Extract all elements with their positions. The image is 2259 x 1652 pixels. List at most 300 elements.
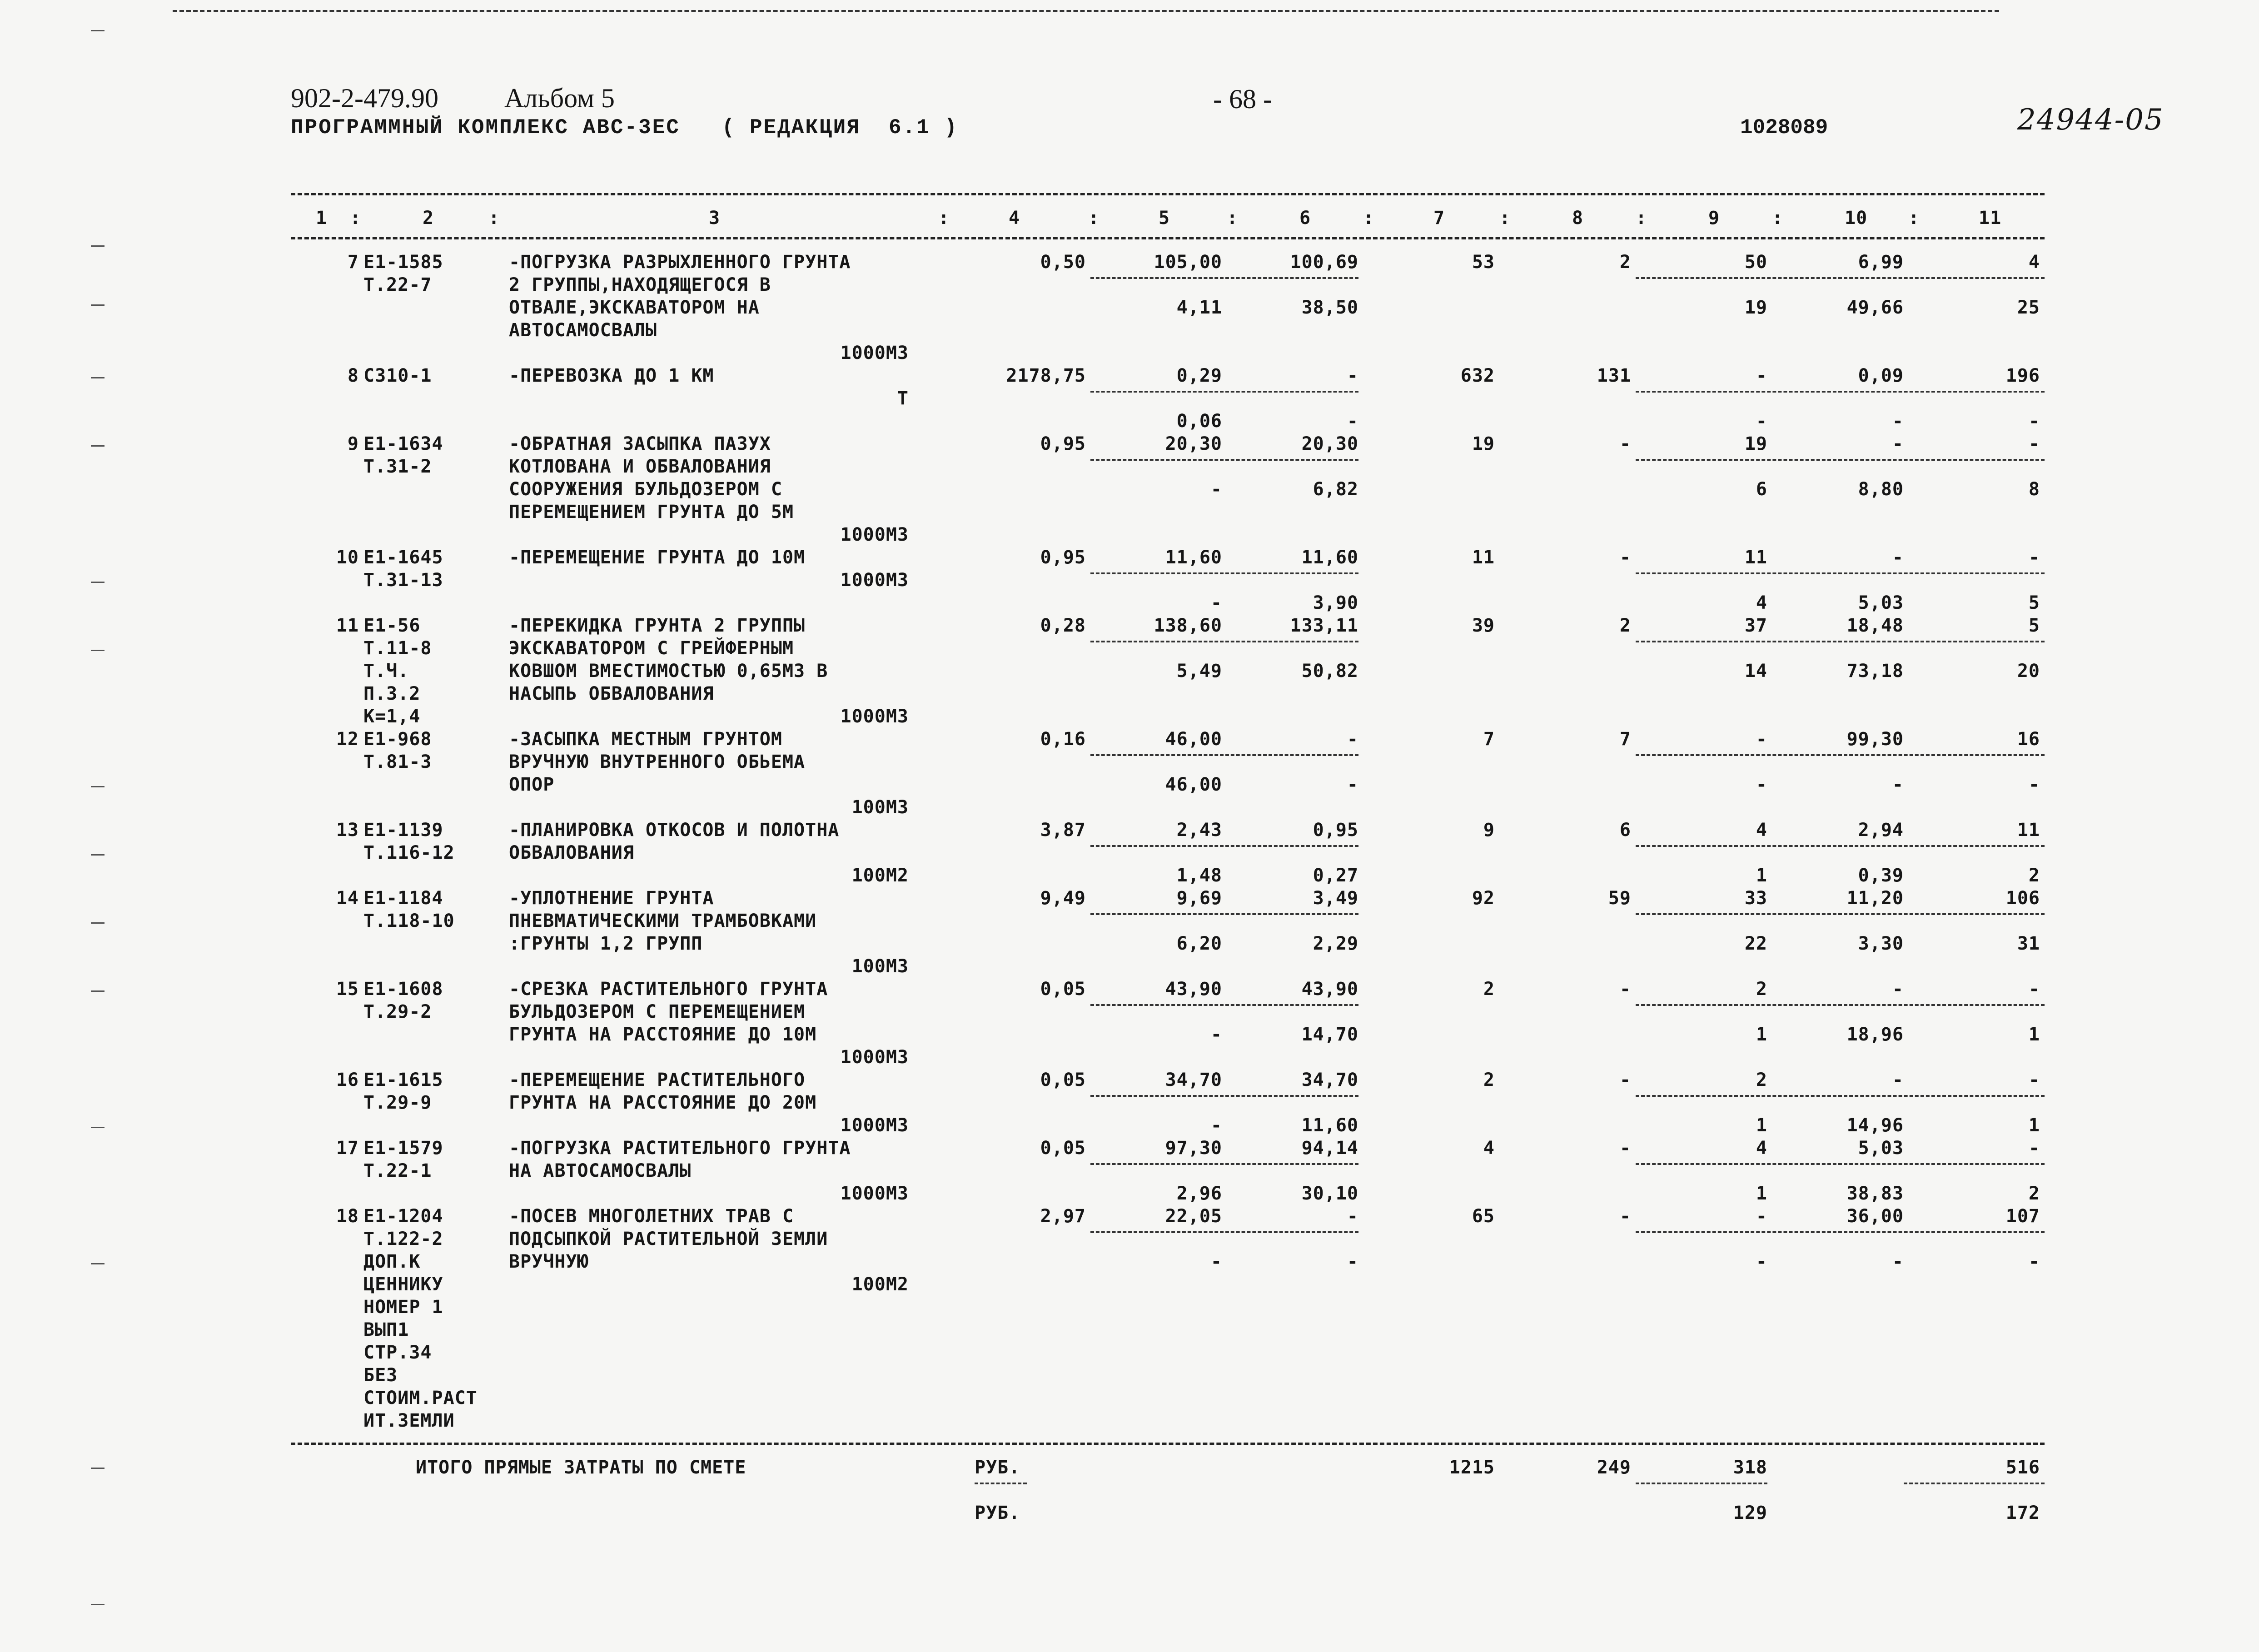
- item-number: 11: [336, 615, 359, 636]
- column-header-4: 4: [1009, 208, 1020, 229]
- totals-machines: 318: [1733, 1457, 1767, 1478]
- totals-rule: [291, 1443, 2045, 1445]
- labour-machinists-total: 8: [2028, 479, 2040, 500]
- column-header-1: 1: [316, 208, 328, 229]
- cost-machine-wages: -: [1756, 774, 1767, 795]
- unit-cost-total: 105,00: [1154, 252, 1222, 273]
- quantity-value: 9,49: [1040, 888, 1086, 909]
- totals-subrule-mid: [1636, 1483, 1767, 1484]
- column-divider: :: [350, 208, 362, 229]
- labour-total: 196: [2005, 365, 2040, 386]
- quantity-value: 2178,75: [1006, 365, 1086, 386]
- labour-machinists-total: -: [2028, 774, 2040, 795]
- work-description: -ПЕРЕМЕЩЕНИЕ РАСТИТЕЛЬНОГО: [509, 1070, 806, 1090]
- cost-wages: -: [1619, 1206, 1631, 1227]
- subrow-rule-left: [1090, 277, 1358, 279]
- unit-of-measure: 1000М3: [840, 1115, 909, 1136]
- cost-machines: -: [1756, 1206, 1767, 1227]
- labour-machinists-unit: 5,03: [1858, 592, 1904, 613]
- item-number: 15: [336, 979, 359, 1000]
- work-description: 2 ГРУППЫ,НАХОДЯЩЕГОСЯ В: [509, 274, 771, 295]
- rate-code: Е1-1579: [363, 1138, 443, 1159]
- unit-cost-machines: 3,49: [1313, 888, 1358, 909]
- cost-machines: 33: [1744, 888, 1767, 909]
- work-description: ПОДСЫПКОЙ РАСТИТЕЛЬНОЙ ЗЕМЛИ: [509, 1229, 828, 1249]
- unit-cost-wages: -: [1210, 479, 1222, 500]
- unit-cost-wages: 46,00: [1165, 774, 1222, 795]
- unit-cost-machine-wages: 38,50: [1301, 297, 1358, 318]
- work-description: -ПЕРЕМЕЩЕНИЕ ГРУНТА ДО 10М: [509, 547, 806, 568]
- unit-cost-machines: -: [1347, 1206, 1358, 1227]
- page-number: - 68 -: [1213, 84, 1272, 114]
- unit-cost-machines: 94,14: [1301, 1138, 1358, 1159]
- work-description: КОТЛОВАНА И ОБВАЛОВАНИЯ: [509, 456, 771, 477]
- rate-code: Т.22-7: [363, 274, 432, 295]
- rate-code: Т.116-12: [363, 842, 455, 863]
- subrow-rule-right: [1636, 459, 2045, 461]
- unit-cost-wages: 6,20: [1176, 933, 1222, 954]
- quantity-value: 0,05: [1040, 1070, 1086, 1090]
- labour-total: -: [2028, 1138, 2040, 1159]
- rate-code: Т.81-3: [363, 751, 432, 772]
- rate-code: СТОИМ.РАСТ: [363, 1388, 478, 1408]
- rate-code: Т.29-2: [363, 1001, 432, 1022]
- subrow-rule-right: [1636, 845, 2045, 847]
- work-description: -ПЕРЕВОЗКА ДО 1 КМ: [509, 365, 714, 386]
- rate-code: Е1-1184: [363, 888, 443, 909]
- unit-of-measure: 1000М3: [840, 706, 909, 727]
- unit-cost-machine-wages: 6,82: [1313, 479, 1358, 500]
- unit-of-measure: 1000М3: [840, 1183, 909, 1204]
- unit-cost-machine-wages: 11,60: [1301, 1115, 1358, 1136]
- subrow-rule-left: [1090, 391, 1358, 393]
- subrow-rule-left: [1090, 1004, 1358, 1006]
- subrow-rule-left: [1090, 913, 1358, 915]
- totals-machine-wages: 129: [1733, 1503, 1767, 1523]
- header-rule-top: [291, 193, 2045, 195]
- work-description: -ЗАСЫПКА МЕСТНЫМ ГРУНТОМ: [509, 729, 782, 750]
- unit-cost-wages: -: [1210, 1251, 1222, 1272]
- subrow-rule-left: [1090, 572, 1358, 574]
- cost-wages: 7: [1619, 729, 1631, 750]
- cost-machine-wages: 4: [1756, 592, 1767, 613]
- labour-per-unit: 11,20: [1846, 888, 1904, 909]
- rate-code: Т.22-1: [363, 1160, 432, 1181]
- quantity-value: 0,05: [1040, 979, 1086, 1000]
- cost-wages: 59: [1608, 888, 1631, 909]
- handwritten-stamp-number: 24944-05: [2017, 103, 2164, 137]
- cost-total: 19: [1472, 433, 1495, 454]
- totals-labour-machinists: 172: [2005, 1503, 2040, 1523]
- labour-per-unit: 6,99: [1858, 252, 1904, 273]
- subrow-rule-right: [1636, 391, 2045, 393]
- column-header-11: 11: [1979, 208, 2002, 229]
- labour-total: -: [2028, 1070, 2040, 1090]
- work-description: ОПОР: [509, 774, 555, 795]
- rate-code: Т.29-9: [363, 1092, 432, 1113]
- cost-machine-wages: 1: [1756, 865, 1767, 886]
- album-label: Альбом 5: [504, 83, 615, 113]
- quantity-value: 0,95: [1040, 547, 1086, 568]
- unit-cost-wages: -: [1210, 1115, 1222, 1136]
- quantity-value: 0,28: [1040, 615, 1086, 636]
- work-description: -ОБРАТНАЯ ЗАСЫПКА ПАЗУХ: [509, 433, 771, 454]
- labour-total: -: [2028, 979, 2040, 1000]
- quantity-value: 0,16: [1040, 729, 1086, 750]
- unit-of-measure: Т: [897, 388, 909, 409]
- cost-machine-wages: 22: [1744, 933, 1767, 954]
- unit-cost-total: 2,43: [1176, 820, 1222, 841]
- labour-per-unit: 5,03: [1858, 1138, 1904, 1159]
- cost-wages: -: [1619, 1070, 1631, 1090]
- unit-of-measure: 1000М3: [840, 1047, 909, 1068]
- cost-total: 39: [1472, 615, 1495, 636]
- labour-total: 106: [2005, 888, 2040, 909]
- labour-machinists-total: 20: [2017, 661, 2040, 682]
- cost-machines: -: [1756, 729, 1767, 750]
- unit-cost-total: 0,29: [1176, 365, 1222, 386]
- unit-cost-total: 9,69: [1176, 888, 1222, 909]
- rate-code: Е1-56: [363, 615, 421, 636]
- work-description: ОБВАЛОВАНИЯ: [509, 842, 634, 863]
- labour-machinists-total: 25: [2017, 297, 2040, 318]
- rate-code: К=1,4: [363, 706, 421, 727]
- totals-unit-2: РУБ.: [975, 1503, 1020, 1523]
- labour-per-unit: 0,09: [1858, 365, 1904, 386]
- rate-code: НОМЕР 1: [363, 1297, 443, 1318]
- work-description: ВРУЧНУЮ: [509, 1251, 589, 1272]
- labour-per-unit: -: [1892, 979, 1904, 1000]
- cost-machines: 2: [1756, 979, 1767, 1000]
- cost-machines: 11: [1744, 547, 1767, 568]
- labour-total: 107: [2005, 1206, 2040, 1227]
- cost-total: 2: [1483, 979, 1495, 1000]
- labour-machinists-total: 5: [2028, 592, 2040, 613]
- unit-cost-total: 20,30: [1165, 433, 1222, 454]
- unit-cost-machines: 20,30: [1301, 433, 1358, 454]
- labour-total: 16: [2017, 729, 2040, 750]
- work-description: -УПЛОТНЕНИЕ ГРУНТА: [509, 888, 714, 909]
- top-border-line: [173, 10, 1999, 12]
- cost-machines: 4: [1756, 1138, 1767, 1159]
- cost-wages: 2: [1619, 615, 1631, 636]
- unit-cost-wages: -: [1210, 1024, 1222, 1045]
- column-header-5: 5: [1159, 208, 1170, 229]
- cost-wages: -: [1619, 547, 1631, 568]
- item-number: 9: [347, 433, 359, 454]
- labour-machinists-unit: 49,66: [1846, 297, 1904, 318]
- unit-cost-wages: 1,48: [1176, 865, 1222, 886]
- labour-machinists-unit: -: [1892, 1251, 1904, 1272]
- column-header-6: 6: [1299, 208, 1311, 229]
- unit-cost-total: 34,70: [1165, 1070, 1222, 1090]
- program-line: ПРОГРАММНЫЙ КОМПЛЕКС АВС-3ЕС ( РЕДАКЦИЯ 6.1 ): [291, 116, 959, 139]
- unit-cost-machine-wages: 2,29: [1313, 933, 1358, 954]
- subrow-rule-left: [1090, 641, 1358, 642]
- subrow-rule-left: [1090, 845, 1358, 847]
- subrow-rule-right: [1636, 1095, 2045, 1097]
- subrow-rule-left: [1090, 1163, 1358, 1165]
- item-number: 17: [336, 1138, 359, 1159]
- subrow-rule-left: [1090, 1231, 1358, 1233]
- cost-total: 9: [1483, 820, 1495, 841]
- work-description: ПНЕВМАТИЧЕСКИМИ ТРАМБОВКАМИ: [509, 911, 817, 931]
- column-divider: :: [1772, 208, 1784, 229]
- cost-machines: 2: [1756, 1070, 1767, 1090]
- cost-wages: -: [1619, 1138, 1631, 1159]
- cost-wages: 131: [1597, 365, 1631, 386]
- column-divider: :: [1499, 208, 1511, 229]
- column-divider: :: [1363, 208, 1375, 229]
- cost-machines: 19: [1744, 433, 1767, 454]
- subrow-rule-right: [1636, 754, 2045, 756]
- column-divider: :: [1908, 208, 1920, 229]
- unit-cost-machine-wages: 30,10: [1301, 1183, 1358, 1204]
- labour-per-unit: -: [1892, 433, 1904, 454]
- labour-machinists-total: -: [2028, 1251, 2040, 1272]
- rate-code: ИТ.ЗЕМЛИ: [363, 1410, 455, 1431]
- rate-code: Т.122-2: [363, 1229, 443, 1249]
- rate-code: С310-1: [363, 365, 432, 386]
- unit-cost-machine-wages: -: [1347, 1251, 1358, 1272]
- unit-of-measure: 100М2: [851, 865, 909, 886]
- column-divider: :: [1088, 208, 1100, 229]
- rate-code: Е1-1608: [363, 979, 443, 1000]
- labour-machinists-unit: 8,80: [1858, 479, 1904, 500]
- labour-machinists-total: 1: [2028, 1024, 2040, 1045]
- doc-number: 1028089: [1740, 116, 1828, 139]
- cost-wages: 6: [1619, 820, 1631, 841]
- work-description: АВТОСАМОСВАЛЫ: [509, 320, 657, 341]
- rate-code: Е1-1139: [363, 820, 443, 841]
- unit-cost-machine-wages: 0,27: [1313, 865, 1358, 886]
- column-header-8: 8: [1572, 208, 1584, 229]
- subrow-rule-right: [1636, 1004, 2045, 1006]
- subrow-rule-right: [1636, 277, 2045, 279]
- subrow-rule-right: [1636, 572, 2045, 574]
- labour-total: 5: [2028, 615, 2040, 636]
- quantity-value: 0,05: [1040, 1138, 1086, 1159]
- labour-machinists-total: 2: [2028, 1183, 2040, 1204]
- quantity-value: 0,50: [1040, 252, 1086, 273]
- rate-code: Т.118-10: [363, 911, 455, 931]
- subrow-rule-right: [1636, 1163, 2045, 1165]
- rate-code: ЦЕННИКУ: [363, 1274, 443, 1295]
- unit-cost-total: 97,30: [1165, 1138, 1222, 1159]
- column-header-7: 7: [1433, 208, 1445, 229]
- column-header-10: 10: [1845, 208, 1868, 229]
- quantity-value: 2,97: [1040, 1206, 1086, 1227]
- unit-cost-machines: -: [1347, 729, 1358, 750]
- cost-total: 11: [1472, 547, 1495, 568]
- unit-of-measure: 100М2: [851, 1274, 909, 1295]
- rate-code: П.3.2: [363, 683, 421, 704]
- unit-cost-total: 46,00: [1165, 729, 1222, 750]
- unit-cost-machine-wages: -: [1347, 774, 1358, 795]
- column-divider: :: [938, 208, 950, 229]
- cost-total: 92: [1472, 888, 1495, 909]
- labour-machinists-unit: -: [1892, 774, 1904, 795]
- unit-cost-machines: -: [1347, 365, 1358, 386]
- unit-cost-wages: 2,96: [1176, 1183, 1222, 1204]
- work-description: -ПОГРУЗКА РАЗРЫХЛЕННОГО ГРУНТА: [509, 252, 851, 273]
- totals-subrule-right: [1904, 1483, 2045, 1484]
- work-description: СООРУЖЕНИЯ БУЛЬДОЗЕРОМ С: [509, 479, 782, 500]
- cost-machine-wages: 14: [1744, 661, 1767, 682]
- quantity-value: 0,95: [1040, 433, 1086, 454]
- column-header-3: 3: [709, 208, 721, 229]
- labour-total: 11: [2017, 820, 2040, 841]
- unit-cost-total: 138,60: [1154, 615, 1222, 636]
- labour-machinists-total: 1: [2028, 1115, 2040, 1136]
- unit-cost-machines: 34,70: [1301, 1070, 1358, 1090]
- work-description: ГРУНТА НА РАССТОЯНИЕ ДО 20М: [509, 1092, 817, 1113]
- cost-machine-wages: -: [1756, 411, 1767, 432]
- rate-code: Е1-1204: [363, 1206, 443, 1227]
- unit-cost-machines: 11,60: [1301, 547, 1358, 568]
- rate-code: Е1-1585: [363, 252, 443, 273]
- column-header-9: 9: [1708, 208, 1720, 229]
- cost-total: 65: [1472, 1206, 1495, 1227]
- quantity-value: 3,87: [1040, 820, 1086, 841]
- labour-machinists-unit: 18,96: [1846, 1024, 1904, 1045]
- unit-cost-machine-wages: 50,82: [1301, 661, 1358, 682]
- labour-machinists-unit: 73,18: [1846, 661, 1904, 682]
- totals-subrule-unit: [975, 1483, 1027, 1484]
- subrow-rule-left: [1090, 754, 1358, 756]
- cost-wages: 2: [1619, 252, 1631, 273]
- unit-of-measure: 1000М3: [840, 524, 909, 545]
- work-description: ГРУНТА НА РАССТОЯНИЕ ДО 10М: [509, 1024, 817, 1045]
- rate-code: СТР.34: [363, 1342, 432, 1363]
- doc-code: 902-2-479.90: [291, 83, 438, 113]
- labour-per-unit: 18,48: [1846, 615, 1904, 636]
- subrow-rule-right: [1636, 641, 2045, 642]
- item-number: 7: [347, 252, 359, 273]
- item-number: 8: [347, 365, 359, 386]
- work-description: ВРУЧНУЮ ВНУТРЕННОГО ОБЬЕМА: [509, 751, 806, 772]
- cost-wages: -: [1619, 433, 1631, 454]
- labour-machinists-unit: 14,96: [1846, 1115, 1904, 1136]
- cost-machines: 37: [1744, 615, 1767, 636]
- rate-code: ДОП.К: [363, 1251, 421, 1272]
- unit-cost-wages: -: [1210, 592, 1222, 613]
- rate-code: Т.31-13: [363, 570, 443, 591]
- labour-machinists-unit: 3,30: [1858, 933, 1904, 954]
- cost-total: 4: [1483, 1138, 1495, 1159]
- labour-machinists-total: 31: [2017, 933, 2040, 954]
- unit-of-measure: 1000М3: [840, 343, 909, 363]
- unit-of-measure: 100М3: [851, 797, 909, 818]
- work-description: ЭКСКАВАТОРОМ С ГРЕЙФЕРНЫМ: [509, 638, 794, 659]
- cost-machine-wages: 1: [1756, 1115, 1767, 1136]
- work-description: КОВШОМ ВМЕСТИМОСТЬЮ 0,65М3 В: [509, 661, 828, 682]
- unit-cost-machine-wages: 3,90: [1313, 592, 1358, 613]
- work-description: -ПЛАНИРОВКА ОТКОСОВ И ПОЛОТНА: [509, 820, 840, 841]
- totals-wages: 249: [1597, 1457, 1631, 1478]
- rate-code: Е1-968: [363, 729, 432, 750]
- unit-cost-machine-wages: 14,70: [1301, 1024, 1358, 1045]
- unit-cost-wages: 0,06: [1176, 411, 1222, 432]
- rate-code: Е1-1645: [363, 547, 443, 568]
- labour-total: -: [2028, 433, 2040, 454]
- labour-per-unit: 36,00: [1846, 1206, 1904, 1227]
- unit-of-measure: 1000М3: [840, 570, 909, 591]
- unit-cost-machines: 133,11: [1290, 615, 1358, 636]
- unit-cost-machines: 43,90: [1301, 979, 1358, 1000]
- cost-machine-wages: 1: [1756, 1024, 1767, 1045]
- rate-code: Т.Ч.: [363, 661, 409, 682]
- labour-machinists-total: 2: [2028, 865, 2040, 886]
- subrow-rule-right: [1636, 913, 2045, 915]
- cost-machine-wages: 1: [1756, 1183, 1767, 1204]
- subrow-rule-left: [1090, 1095, 1358, 1097]
- rate-code: Е1-1634: [363, 433, 443, 454]
- labour-machinists-total: -: [2028, 411, 2040, 432]
- cost-machine-wages: 19: [1744, 297, 1767, 318]
- work-description: БУЛЬДОЗЕРОМ С ПЕРЕМЕЩЕНИЕМ: [509, 1001, 806, 1022]
- work-description: -ПОГРУЗКА РАСТИТЕЛЬНОГО ГРУНТА: [509, 1138, 851, 1159]
- rate-code: ВЫП1: [363, 1319, 409, 1340]
- cost-total: 632: [1460, 365, 1495, 386]
- work-description: ОТВАЛЕ,ЭКСКАВАТОРОМ НА: [509, 297, 760, 318]
- unit-of-measure: 100М3: [851, 956, 909, 977]
- header-rule-bottom: [291, 237, 2045, 239]
- work-description: -ПЕРЕКИДКА ГРУНТА 2 ГРУППЫ: [509, 615, 806, 636]
- work-description: ПЕРЕМЕЩЕНИЕМ ГРУНТА ДО 5М: [509, 502, 794, 522]
- column-divider: :: [1636, 208, 1647, 229]
- work-description: -ПОСЕВ МНОГОЛЕТНИХ ТРАВ С: [509, 1206, 794, 1227]
- cost-total: 53: [1472, 252, 1495, 273]
- rate-code: Т.11-8: [363, 638, 432, 659]
- labour-per-unit: -: [1892, 1070, 1904, 1090]
- cost-machines: -: [1756, 365, 1767, 386]
- labour-total: 4: [2028, 252, 2040, 273]
- labour-per-unit: 2,94: [1858, 820, 1904, 841]
- unit-cost-machines: 100,69: [1290, 252, 1358, 273]
- item-number: 14: [336, 888, 359, 909]
- column-divider: :: [1227, 208, 1239, 229]
- unit-cost-machines: 0,95: [1313, 820, 1358, 841]
- unit-cost-wages: 4,11: [1176, 297, 1222, 318]
- totals-label: ИТОГО ПРЯМЫЕ ЗАТРАТЫ ПО СМЕТЕ: [416, 1457, 746, 1478]
- item-number: 12: [336, 729, 359, 750]
- cost-machines: 50: [1744, 252, 1767, 273]
- item-number: 18: [336, 1206, 359, 1227]
- work-description: :ГРУНТЫ 1,2 ГРУПП: [509, 933, 703, 954]
- unit-cost-wages: 5,49: [1176, 661, 1222, 682]
- cost-machine-wages: -: [1756, 1251, 1767, 1272]
- cost-total: 7: [1483, 729, 1495, 750]
- cost-wages: -: [1619, 979, 1631, 1000]
- unit-cost-total: 11,60: [1165, 547, 1222, 568]
- work-description: -СРЕЗКА РАСТИТЕЛЬНОГО ГРУНТА: [509, 979, 828, 1000]
- unit-cost-total: 22,05: [1165, 1206, 1222, 1227]
- labour-machinists-unit: -: [1892, 411, 1904, 432]
- work-description: НА АВТОСАМОСВАЛЫ: [509, 1160, 692, 1181]
- totals-unit: РУБ.: [975, 1457, 1020, 1478]
- work-description: НАСЫПЬ ОБВАЛОВАНИЯ: [509, 683, 714, 704]
- totals-labour: 516: [2005, 1457, 2040, 1478]
- totals-cost-total: 1215: [1449, 1457, 1495, 1478]
- cost-machine-wages: 6: [1756, 479, 1767, 500]
- column-header-2: 2: [423, 208, 434, 229]
- subrow-rule-left: [1090, 459, 1358, 461]
- unit-cost-machine-wages: -: [1347, 411, 1358, 432]
- rate-code: БЕЗ: [363, 1365, 398, 1386]
- item-number: 10: [336, 547, 359, 568]
- cost-total: 2: [1483, 1070, 1495, 1090]
